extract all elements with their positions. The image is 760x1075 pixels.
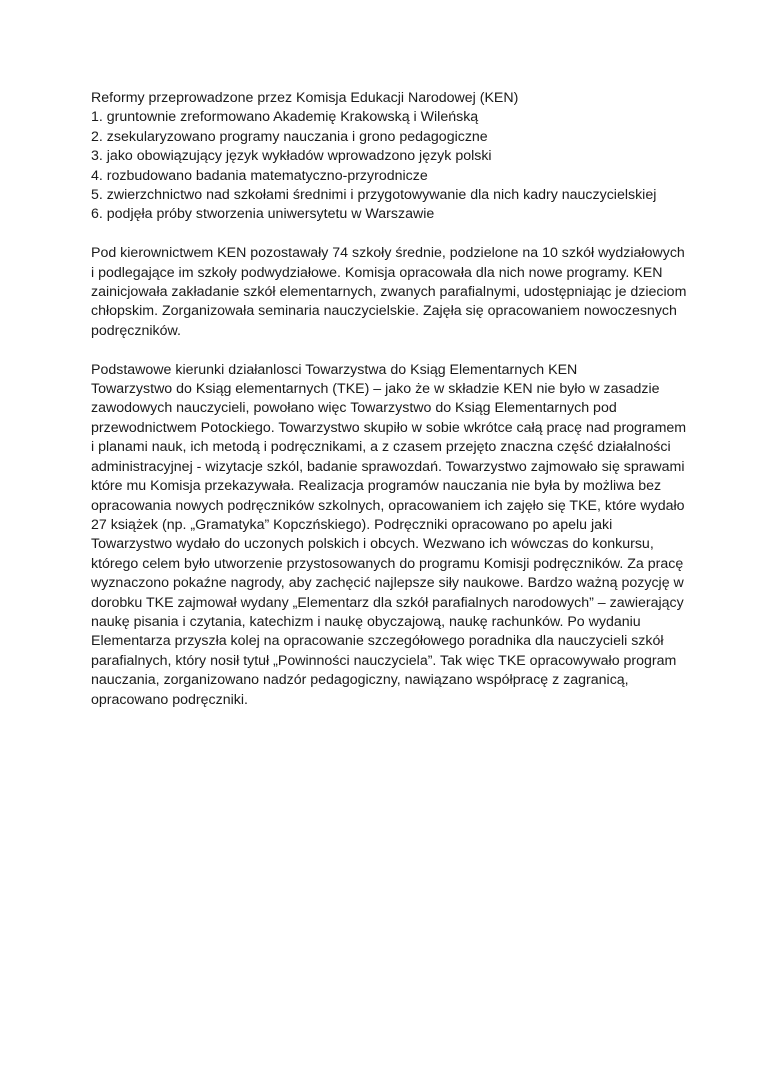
tke-paragraph: Towarzystwo do Ksiąg elementarnych (TKE) – jako że w składzie KEN nie było w zasadzie zawodowych nauczycieli, powołano więc Towarzystwo do Ksiąg Elementarnych pod przewodnictwem Potockiego. Towarzystwo skupiło w sobie wkrótce całą pracę nad programem i planami nauk, ich metodą i podręcznikami, a z czasem przejęto znaczna część działalności administracyjnej - wizytacje szkól, badanie sprawozdań. Towarzystwo zajmowało się sprawami które mu Komisja przekazywała. Realizacja programów nauczania nie była by możliwa bez opracowania nowych podręczników szkolnych, opracowaniem ich zajęło się TKE, które wydało 27 książek (np. „Gramatyka” Kopczńskiego). Podręczniki opracowano po apelu jaki Towarzystwo wydało do uczonych polskich i obcych. Wezwano ich wówczas do konkursu, którego celem było utworzenie przystosowanych do programu Komisji podręczników. Za pracę wyznaczono pokaźne nagrody, aby zachęcić najlepsze siły naukowe. Bardzo ważną pozycję w dorobku TKE zajmował wydany „Elementarz dla szkół parafialnych narodowych” – zawierający naukę pisania i czytania, katechizm i naukę obyczajową, naukę rachunków. Po wydaniu Elementarza przyszła kolej na opracowanie szczegółowego poradnika dla nauczycieli szkół parafialnych, który nosił tytuł „Powinności nauczyciela”. Tak więc TKE opracowywało program nauczania, zorganizowano nadzór pedagogiczny, nawiązano współpracę z zagranicą, opracowano podręczniki.	[91, 381, 687, 708]
list-item: 6. podjęła próby stworzenia uniwersytetu w Warszawie	[91, 206, 435, 223]
reforms-heading: Reformy przeprowadzone przez Komisja Edukacji Narodowej (KEN)	[91, 90, 519, 106]
tke-heading: Podstawowe kierunki działanlosci Towarzystwa do Ksiąg Elementarnych KEN	[91, 361, 578, 378]
ken-schools-paragraph: Pod kierownictwem KEN pozostawały 74 szkoły średnie, podzielone na 10 szkół wydziałowych i podlegające im szkoły podwydziałowe. Komisja opracowała dla nich nowe programy. KEN zainicjowała zakładanie szkół elementarnych, zwanych parafialnymi, udostępniając je dzieciom chłopskim. Zorganizowała seminaria nauczycielskie. Zajęła się opracowaniem nowoczesnych podręczników.	[91, 245, 687, 339]
reforms-list	[91, 108, 691, 224]
list-item: 3. jako obowiązujący język wykładów wprowadzono język polski	[91, 148, 492, 165]
list-item: 2. zsekularyzowano programy nauczania i grono pedagogiczne	[91, 128, 488, 145]
document-page	[91, 89, 691, 729]
list-item: 1. gruntownie zreformowano Akademię Krakowską i Wileńską	[91, 109, 479, 126]
list-item: 4. rozbudowano badania matematyczno-przyrodnicze	[91, 167, 428, 184]
list-item: 5. zwierzchnictwo nad szkołami średnimi i przygotowywanie dla nich kadry nauczycielskiej	[91, 187, 657, 204]
